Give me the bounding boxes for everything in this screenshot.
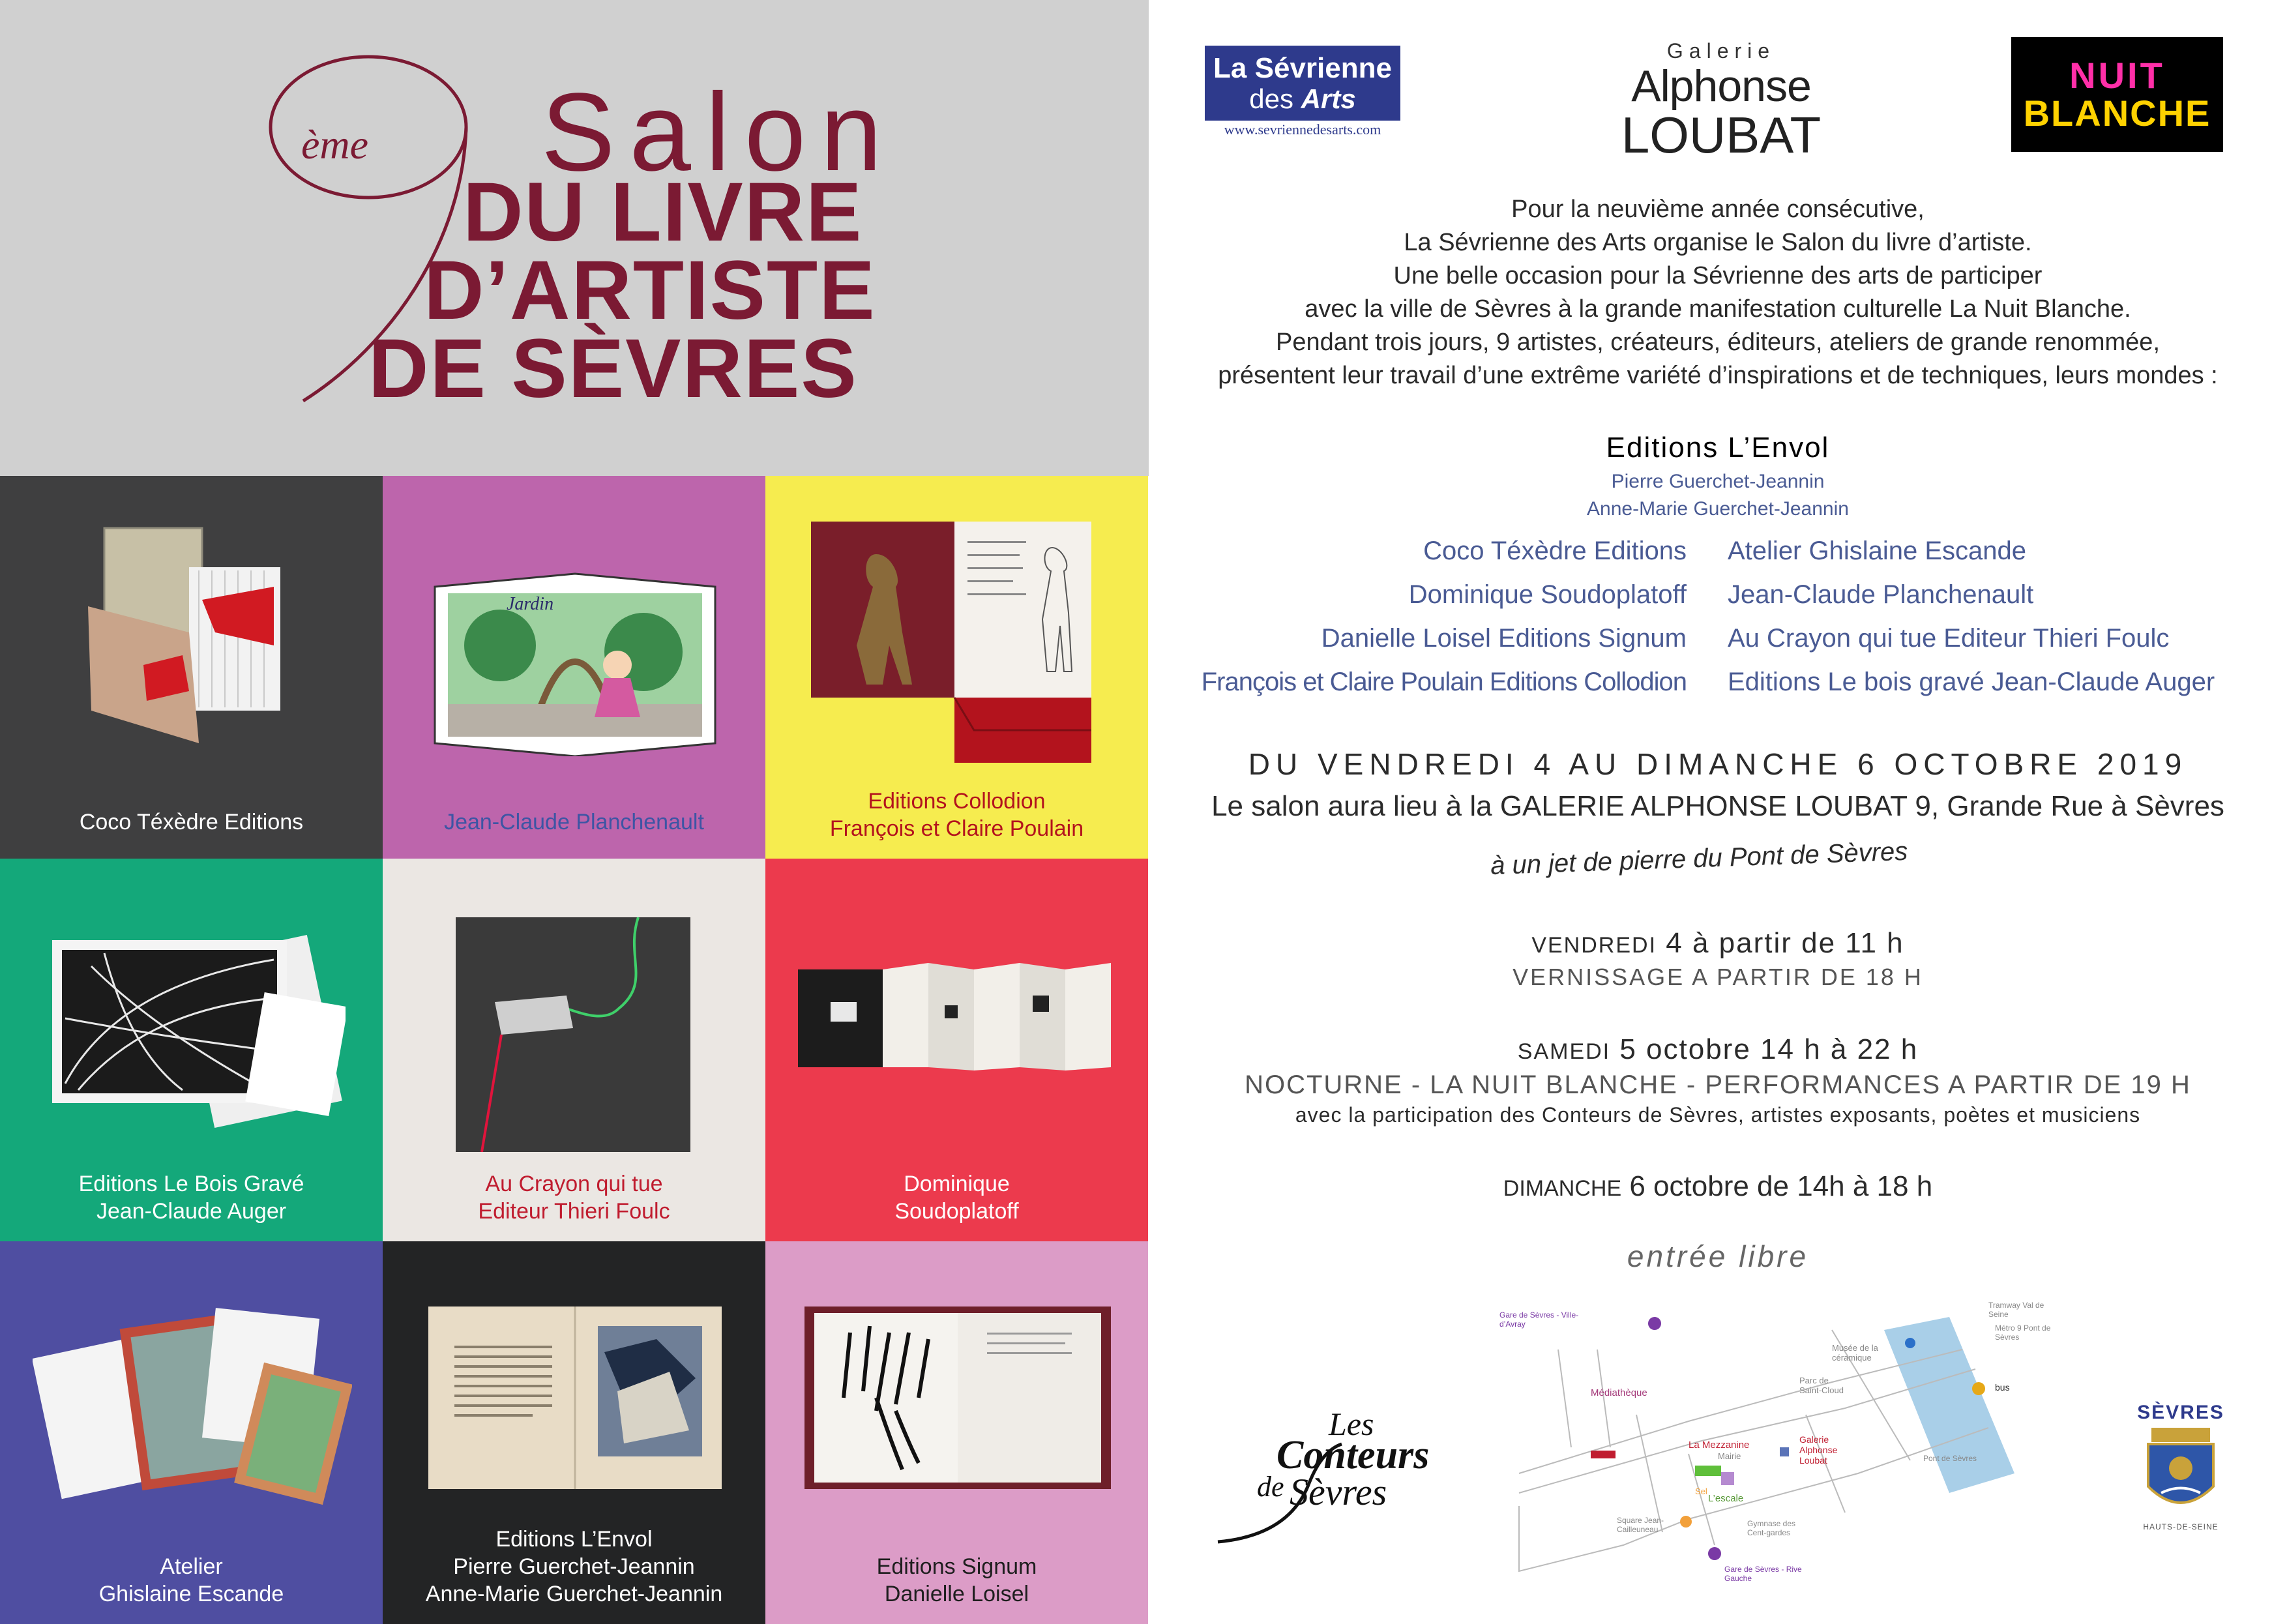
map-label: La Mezzanine: [1689, 1439, 1750, 1451]
map-label: Médiathèque: [1591, 1387, 1647, 1398]
svg-text:Jardin: Jardin: [507, 594, 554, 614]
caption-line: Soudoplatoff: [894, 1199, 1019, 1224]
saturday-label: SAMEDI: [1517, 1039, 1611, 1064]
intro-paragraph: [1149, 193, 2287, 392]
map-label: Galerie Alphonse Loubat: [1799, 1434, 1838, 1466]
exhibitor-tile-envol: [383, 1241, 765, 1624]
exhibitor-name: Au Crayon qui tue Editeur Thieri Foulc: [1728, 624, 2170, 653]
tile-caption: [383, 1170, 765, 1225]
map-label: Parc de Saint-Cloud: [1799, 1376, 1844, 1395]
event-nearby-note: à un jet de pierre du Pont de Sèvres: [1490, 836, 1908, 881]
open-book-figures-icon: [804, 515, 1104, 763]
map-label: Mairie: [1718, 1451, 1741, 1461]
accordion-book-box-icon: [85, 515, 293, 750]
sunday-label: DIMANCHE: [1503, 1176, 1622, 1201]
intro-line: Pendant trois jours, 9 artistes, créateurs, éditeurs, ateliers de grande renommée,: [1275, 329, 2160, 356]
intro-line: Une belle occasion pour la Sévrienne des arts de participer: [1393, 262, 2043, 289]
conteurs-logo: [1211, 1405, 1433, 1555]
saturday-time: 5 octobre 14 h à 22 h: [1610, 1033, 1919, 1065]
caption-line: François et Claire Poulain: [829, 816, 1084, 841]
intro-line: La Sévrienne des Arts organise le Salon du livre d’artiste.: [1404, 229, 2032, 256]
friday-schedule: [1149, 927, 2287, 960]
intro-line: Pour la neuvième année consécutive,: [1511, 196, 1925, 223]
caption-line: Ghislaine Escande: [98, 1582, 284, 1606]
friday-label: VENDREDI: [1531, 933, 1657, 958]
map-label: Gare de Sèvres - Ville-d’Avray: [1499, 1310, 1579, 1329]
galerie-label: Galerie: [1666, 39, 1776, 63]
engraved-books-icon: [39, 921, 346, 1136]
sevrienne-url: www.sevriennedesarts.com: [1224, 121, 1381, 138]
conteurs-les: Les: [1329, 1406, 1374, 1442]
galerie-name-2: LOUBAT: [1621, 106, 1822, 164]
tile-caption: [765, 788, 1148, 842]
map-label: L’escale: [1708, 1493, 1744, 1504]
exhibitor-tile-crayon: [383, 859, 765, 1241]
caption-line: Editions Le Bois Gravé: [78, 1172, 304, 1196]
exhibitor-tile-collodion: [765, 476, 1148, 859]
envol-name: Anne-Marie Guerchet-Jeannin: [1587, 498, 1849, 520]
event-location: Le salon aura lieu à la GALERIE ALPHONSE LOUBAT 9, Grande Rue à Sèvres: [1211, 790, 2224, 822]
friday-vernissage: VERNISSAGE A PARTIR DE 18 H: [1512, 964, 1923, 990]
tile-caption: [383, 1526, 765, 1608]
exhibitors-right-column: [1728, 529, 2269, 704]
exhibitor-name: Jean-Claude Planchenault: [1728, 580, 2034, 609]
map-label: Pont de Sèvres: [1923, 1454, 1977, 1463]
location-map: [1493, 1297, 2099, 1597]
map-roads: [1493, 1297, 2099, 1597]
map-label: Tramway Val de Seine: [1988, 1301, 2044, 1319]
map-label: Sel: [1695, 1486, 1707, 1496]
caption-line: Jean-Claude Auger: [96, 1199, 287, 1224]
sevres-crest-logo: [2132, 1402, 2230, 1531]
cards-icon: [33, 1293, 352, 1515]
saturday-nocturne: NOCTURNE - LA NUIT BLANCHE - PERFORMANCES A PARTIR DE 19 H: [1245, 1070, 2191, 1099]
caption-line: Editions Collodion: [868, 789, 1046, 814]
title-line-3: DE SÈVRES: [368, 322, 858, 415]
galerie-loubat-logo: [1617, 39, 1825, 164]
map-label: Square Jean-Cailleuneau: [1617, 1516, 1664, 1534]
tile-caption: [383, 808, 765, 836]
conteurs-sevres: Sèvres: [1290, 1471, 1387, 1513]
garden-drawing-icon: [428, 561, 722, 756]
exhibitor-tile-planchenault: [383, 476, 765, 859]
exhibitor-tile-signum: [765, 1241, 1148, 1624]
envol-name: Pierre Guerchet-Jeannin: [1611, 471, 1825, 492]
intro-line: présentent leur travail d’une extrême variété d’inspirations et de techniques, leurs mondes :: [1218, 362, 2218, 389]
tile-caption: [0, 1553, 383, 1608]
sevres-shield-icon: [2142, 1428, 2220, 1519]
caption-line: Coco Téxèdre Editions: [79, 810, 304, 834]
conteurs-name: Conteurs: [1276, 1433, 1430, 1477]
exhibitor-name: Danielle Loisel Editions Signum: [1321, 624, 1687, 653]
open-book-brush-icon: [798, 1293, 1117, 1502]
map-label: bus: [1995, 1382, 2010, 1393]
sevrienne-logo-arts: Arts: [1301, 83, 1356, 114]
event-dates: DU VENDREDI 4 AU DIMANCHE 6 OCTOBRE 2019: [1248, 747, 2188, 781]
map-label: Gare de Sèvres - Rive Gauche: [1724, 1565, 1802, 1583]
exhibitors-left-column: [1149, 529, 1687, 704]
exhibitor-tile-coco: [0, 476, 383, 859]
blanche-line: BLANCHE: [2023, 93, 2211, 134]
conteurs-de: de: [1257, 1471, 1284, 1503]
exhibitor-name: François et Claire Poulain Editions Collodion: [1201, 668, 1687, 696]
envol-title: Editions L’Envol: [1606, 432, 1830, 464]
title-line-1: DU LIVRE: [463, 166, 863, 259]
sevres-label: SÈVRES: [2137, 1402, 2224, 1423]
tile-caption: [0, 1170, 383, 1225]
sevrienne-logo-line2: [1205, 83, 1400, 115]
title-banner: [0, 0, 1149, 476]
leporello-icon: [798, 956, 1117, 1087]
nuit-blanche-logo: [2011, 37, 2223, 152]
galerie-name-1: Alphonse: [1631, 61, 1811, 111]
sevres-subtitle: HAUTS-DE-SEINE: [2143, 1522, 2219, 1531]
caption-line: Danielle Loisel: [884, 1582, 1029, 1606]
caption-line: Atelier: [160, 1554, 223, 1579]
drawing-line-icon: [456, 917, 690, 1152]
envol-names: [1149, 468, 2287, 523]
title-line-2: D’ARTISTE: [424, 244, 876, 337]
exhibitor-tile-soudoplatoff: [765, 859, 1148, 1241]
caption-line: Jean-Claude Planchenault: [444, 810, 704, 834]
caption-line: Anne-Marie Guerchet-Jeannin: [425, 1582, 723, 1606]
map-label: Musée de la céramique: [1832, 1343, 1878, 1363]
sevrienne-logo-des: des: [1249, 83, 1301, 114]
map-label: Métro 9 Pont de Sèvres: [1995, 1323, 2051, 1342]
sevrienne-logo-line1: La Sévrienne: [1213, 52, 1392, 84]
salon-heading: Salon: [541, 70, 896, 194]
nuit-line: NUIT: [2069, 55, 2165, 96]
tile-caption: [765, 1170, 1148, 1225]
caption-line: Editions Signum: [876, 1554, 1037, 1579]
tile-caption: [0, 808, 383, 836]
saturday-participants: avec la participation des Conteurs de Sèvres, artistes exposants, poètes et musiciens: [1295, 1103, 2141, 1127]
caption-line: Dominique: [904, 1172, 1010, 1196]
intro-line: avec la ville de Sèvres à la grande manifestation culturelle La Nuit Blanche.: [1305, 295, 2131, 323]
map-label: Gymnase des Cent-gardes: [1747, 1519, 1796, 1537]
exhibitor-tile-escande: [0, 1241, 383, 1624]
saturday-schedule: [1149, 1033, 2287, 1066]
exhibitor-name: Editions Le bois gravé Jean-Claude Auger: [1728, 668, 2215, 696]
exhibitor-name: Atelier Ghislaine Escande: [1728, 537, 2027, 565]
free-entry: entrée libre: [1627, 1239, 1809, 1273]
exhibitor-name: Dominique Soudoplatoff: [1408, 580, 1687, 609]
tile-caption: [765, 1553, 1148, 1608]
caption-line: Au Crayon qui tue: [485, 1172, 663, 1196]
friday-time: 4 à partir de 11 h: [1657, 927, 1904, 959]
caption-line: Editions L’Envol: [495, 1527, 653, 1552]
ordinal-suffix: ème: [301, 121, 369, 168]
open-book-collage-icon: [422, 1300, 728, 1496]
sunday-schedule: [1149, 1170, 2287, 1203]
exhibitor-tile-bois-grave: [0, 859, 383, 1241]
caption-line: Pierre Guerchet-Jeannin: [453, 1554, 695, 1579]
exhibitor-name: Coco Téxèdre Editions: [1423, 537, 1687, 565]
sevrienne-logo: [1205, 46, 1400, 138]
sunday-time: 6 octobre de 14h à 18 h: [1621, 1170, 1933, 1202]
nuit-blanche-text: [2011, 57, 2223, 132]
caption-line: Editeur Thieri Foulc: [478, 1199, 670, 1224]
